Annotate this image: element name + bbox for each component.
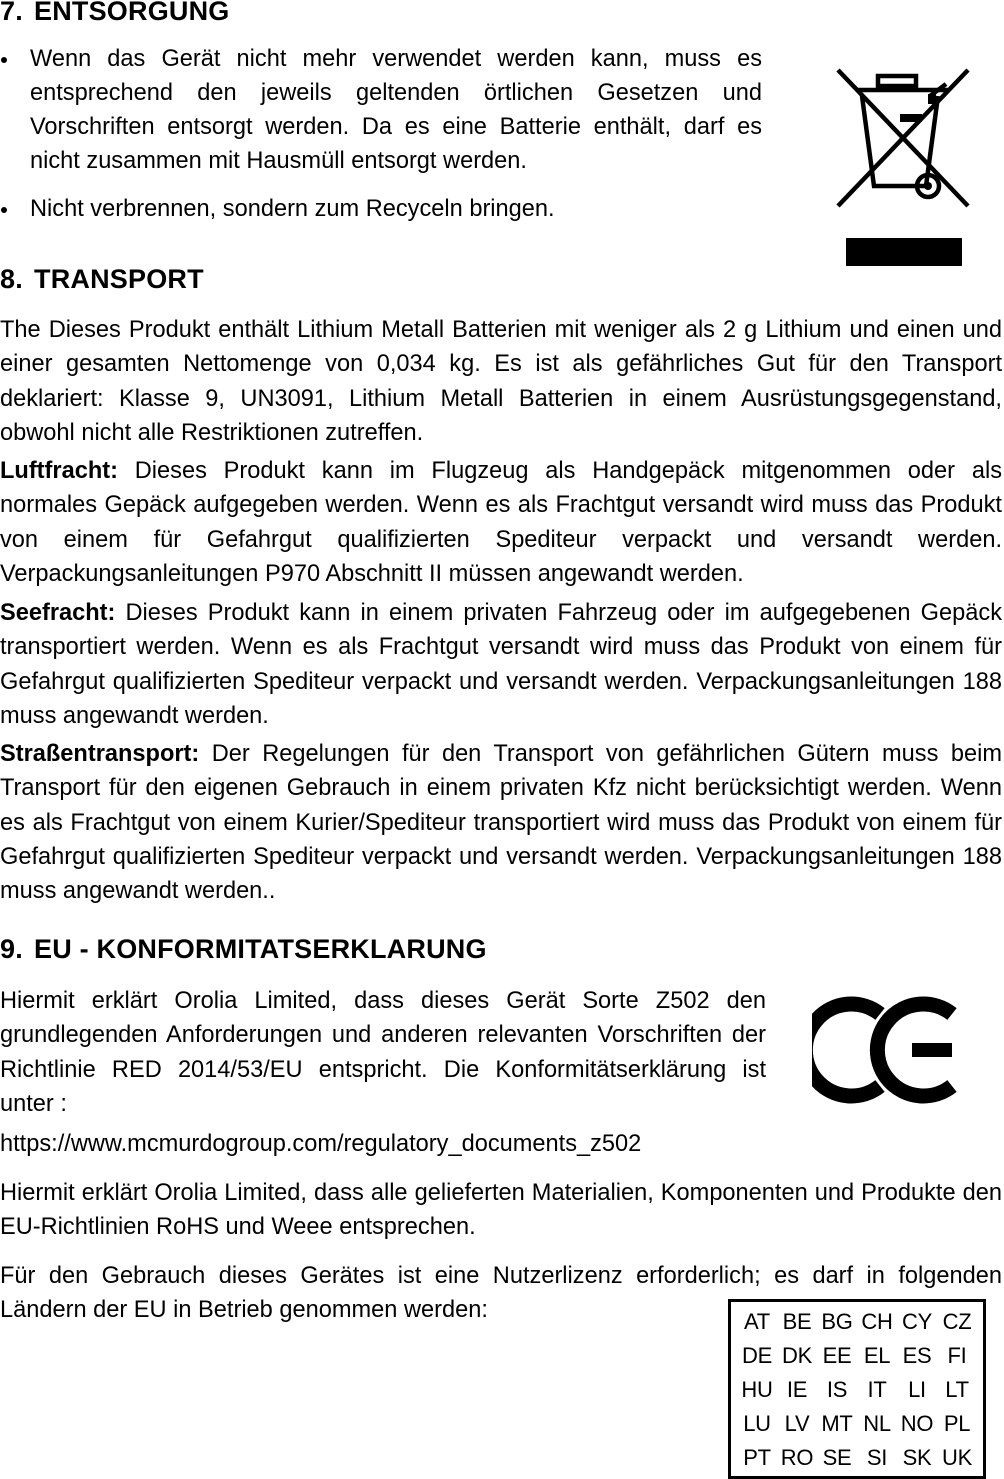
country-code: CY — [902, 1309, 932, 1334]
bullet-icon — [1, 57, 7, 63]
section-9-heading — [0, 932, 487, 966]
section-number: 7. — [0, 0, 23, 26]
country-code: PL — [943, 1411, 971, 1436]
section-8-heading — [0, 262, 204, 296]
section-7-heading — [0, 0, 230, 28]
country-code: DE — [742, 1343, 772, 1368]
country-code: FI — [947, 1343, 967, 1368]
air-freight-text: Dieses Produkt kann im Flugzeug als Handgepäck mitgenommen oder als normales Gepäck aufgegeben werden. Wenn es als Frachtgut versandt wird muss das Produkt von einem für Gefahrgut qualifizierten Spediteur verpackt und versandt werden. Verpackungsanleitungen P970 Abschnitt II müssen angewandt werden. — [0, 458, 1002, 587]
bullet-icon — [1, 207, 7, 213]
section-number: 8. — [0, 264, 23, 294]
section-title: EU - KONFORMITATSERKLARUNG — [34, 934, 487, 964]
ce-mark-icon — [812, 996, 962, 1104]
country-code: DK — [782, 1343, 812, 1368]
country-code: HU — [741, 1377, 773, 1402]
declaration-paragraph: Hiermit erklärt Orolia Limited, dass dieses Gerät Sorte Z502 den grundlegenden Anforderungen und anderen relevanten Vorschriften der Richtlinie RED 2014/53/EU entspricht. Die Konformitätserklärung ist unter : — [0, 988, 766, 1117]
bullet-text: Nicht verbrennen, sondern zum Recyceln bringen. — [30, 196, 555, 222]
license-paragraph: Für den Gebrauch dieses Gerätes ist eine Nutzerlizenz erforderlich; es darf in folgenden Ländern der EU in Betrieb genommen werden: — [0, 1263, 1002, 1324]
country-code: CH — [861, 1309, 893, 1334]
crossed-out-wheelie-bin-icon — [834, 66, 974, 268]
list-item — [0, 192, 762, 226]
country-code: MT — [821, 1411, 853, 1436]
sea-freight-text: Dieses Produkt kann in einem privaten Fahrzeug oder im aufgegebenen Gepäck transportiert werden. Wenn es als Frachtgut versandt wird muss das Produkt von einem für Gefahrgut qualifizierten Spediteur verpackt und versandt werden. Verpackungsanleitungen 188 muss angewandt werden. — [0, 600, 1002, 729]
sea-freight-paragraph — [0, 596, 1002, 733]
country-code: BG — [821, 1309, 853, 1334]
country-code: AT — [744, 1309, 770, 1334]
air-freight-paragraph — [0, 454, 1002, 591]
country-code: IT — [867, 1377, 887, 1402]
country-code: LT — [945, 1377, 969, 1402]
road-transport-label: Straßentransport: — [0, 741, 200, 767]
country-code: LI — [908, 1377, 926, 1402]
list-item — [0, 42, 762, 178]
rohs-paragraph: Hiermit erklärt Orolia Limited, dass alle gelieferten Materialien, Komponenten und Produkte den EU-Richtlinien RoHS und Weee entsprechen. — [0, 1180, 1002, 1241]
country-code: EL — [863, 1343, 891, 1368]
sea-freight-label: Seefracht: — [0, 600, 116, 626]
country-code: SI — [866, 1445, 888, 1470]
country-code: UK — [942, 1445, 972, 1470]
bullet-text: Wenn das Gerät nicht mehr verwendet werden kann, muss es entsprechend den jeweils geltenden örtlichen Gesetzen und Vorschriften entsorgt werden. Da es eine Batterie enthält, darf es nicht zusammen mit Hausmüll entsorgt werden. — [30, 46, 762, 174]
disposal-bullet-list — [0, 42, 762, 240]
country-code: IE — [786, 1377, 808, 1402]
section-number: 9. — [0, 934, 23, 964]
country-code: LU — [743, 1411, 771, 1436]
country-code: ES — [902, 1343, 932, 1368]
road-transport-paragraph — [0, 737, 1002, 908]
declaration-url-link[interactable]: https://www.mcmurdogroup.com/regulatory_documents_z502 — [0, 1131, 642, 1157]
country-code: SE — [822, 1445, 852, 1470]
country-code: EE — [822, 1343, 852, 1368]
country-code: SK — [902, 1445, 932, 1470]
transport-intro: The Dieses Produkt enthält Lithium Metall Batterien mit weniger als 2 g Lithium und einen und einer gesamten Nettomenge von 0,034 kg. Es ist als gefährliches Gut für den Transport deklariert: Klasse 9, UN3091, Lithium Metall Batterien in einem Ausrüstungsgegenstand, obwohl nicht alle Restriktionen zutreffen. — [0, 317, 1002, 446]
country-code: NL — [863, 1411, 891, 1436]
country-code: RO — [780, 1445, 814, 1470]
country-code: LV — [784, 1411, 810, 1436]
air-freight-label: Luftfracht: — [0, 458, 118, 484]
country-code: BE — [782, 1309, 812, 1334]
country-code: NO — [900, 1411, 934, 1436]
country-code: IS — [826, 1377, 848, 1402]
country-code: CZ — [942, 1309, 972, 1334]
country-codes-table — [728, 1299, 986, 1479]
road-transport-text: Der Regelungen für den Transport von gefährlichen Gütern muss beim Transport für den eigenen Gebrauch in einem privaten Kfz nicht berücksichtigt werden. Wenn es als Frachtgut von einem Kurier/Spediteur transportiert wird muss das Produkt von einem für Gefahrgut qualifizierten Spediteur verpackt und versandt werden. Verpackungsanleitungen 188 muss angewandt werden.. — [0, 741, 1002, 905]
section-title: ENTSORGUNG — [34, 0, 230, 26]
country-code: PT — [743, 1445, 771, 1470]
section-title: TRANSPORT — [34, 264, 204, 294]
